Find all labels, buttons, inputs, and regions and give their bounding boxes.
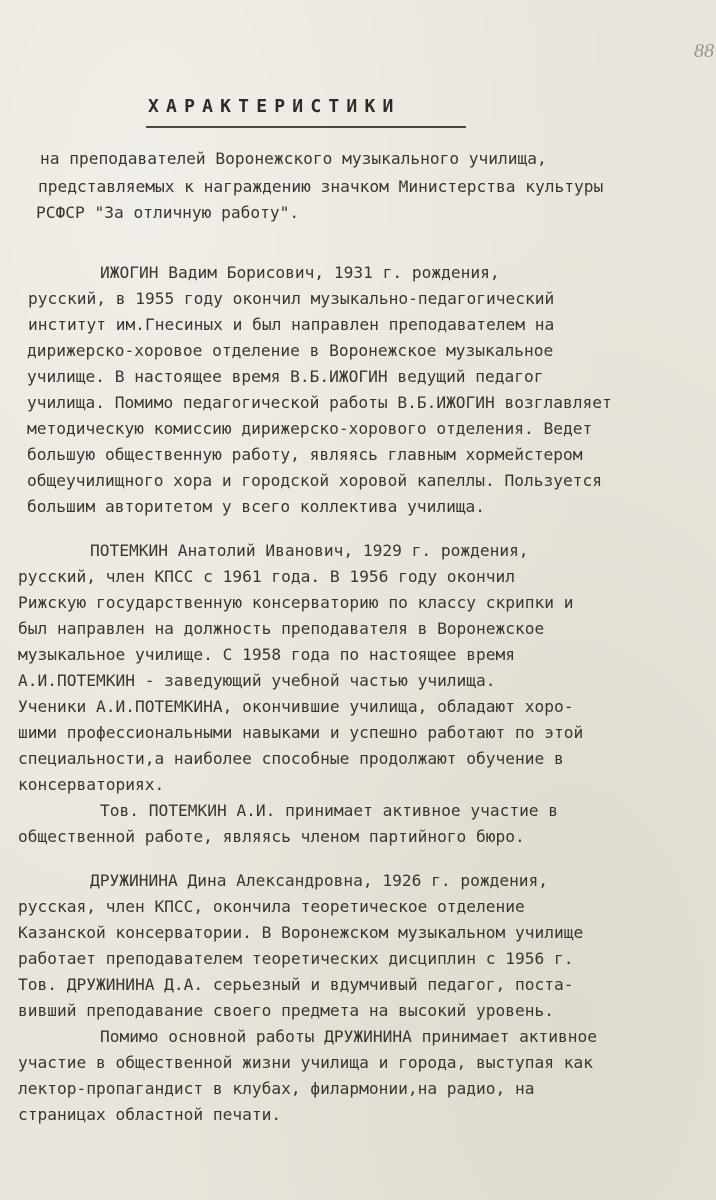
- paragraph-line: А.И.ПОТЕМКИН - заведующий учебной частью училища.: [18, 671, 496, 690]
- paragraph-line: шими профессиональными навыками и успешно работают по этой: [18, 723, 584, 742]
- paragraph-line: консерваториях.: [18, 775, 165, 794]
- title-underline: [146, 126, 466, 128]
- page-number: 88: [694, 40, 714, 62]
- paragraph-line: участие в общественной жизни училища и города, выступая как: [18, 1053, 593, 1072]
- paragraph-line: Ученики А.И.ПОТЕМКИНА, окончившие училища, обладают хоро-: [18, 697, 574, 716]
- paragraph-line: общеучилищного хора и городской хоровой капеллы. Пользуется: [27, 471, 602, 490]
- paragraph-line: Казанской консерватории. В Воронежском музыкальном училище: [18, 923, 584, 942]
- paragraph-line: лектор-пропагандист в клубах, филармонии,на радио, на: [18, 1079, 535, 1098]
- paragraph-line: работает преподавателем теоретических дисциплин с 1956 г.: [18, 949, 574, 968]
- intro-line: на преподавателей Воронежского музыкального училища,: [40, 149, 547, 168]
- paragraph-line: Тов. ПОТЕМКИН А.И. принимает активное участие в: [100, 801, 559, 820]
- paragraph-line: большую общественную работу, являясь главным хормейстером: [27, 445, 583, 464]
- intro-line: РСФСР "За отличную работу".: [36, 203, 300, 222]
- paragraph-line: Рижскую государственную консерваторию по классу скрипки и: [18, 593, 574, 612]
- paragraph-line: вивший преподавание своего предмета на высокий уровень.: [18, 1001, 555, 1020]
- paragraph-line: был направлен на должность преподавателя в Воронежское: [18, 619, 545, 638]
- paragraph-line: русский, в 1955 году окончил музыкально-педагогический: [28, 289, 555, 308]
- paragraph-line: ИЖОГИН Вадим Борисович, 1931 г. рождения,: [100, 263, 500, 282]
- paragraph-line: общественной работе, являясь членом партийного бюро.: [18, 827, 525, 846]
- paragraph-line: музыкальное училище. С 1958 года по настоящее время: [18, 645, 516, 664]
- paragraph-line: дирижерско-хоровое отделение в Воронежское музыкальное: [27, 341, 554, 360]
- paragraph-line: специальности,а наиболее способные продолжают обучение в: [18, 749, 564, 768]
- paragraph-line: училища. Помимо педагогической работы В.Б.ИЖОГИН возглавляет: [27, 393, 612, 412]
- paragraph-line: ПОТЕМКИН Анатолий Иванович, 1929 г. рождения,: [90, 541, 529, 560]
- paragraph-line: институт им.Гнесиных и был направлен преподавателем на: [28, 315, 555, 334]
- paragraph-line: страницах областной печати.: [18, 1105, 282, 1124]
- paragraph-line: большим авторитетом у всего коллектива училища.: [27, 497, 486, 516]
- paragraph-line: русский, член КПСС с 1961 года. В 1956 году окончил: [18, 567, 516, 586]
- paragraph-line: Помимо основной работы ДРУЖИНИНА принимает активное: [100, 1027, 598, 1046]
- intro-line: представляемых к награждению значком Министерства культуры: [38, 177, 604, 196]
- paragraph-line: Тов. ДРУЖИНИНА Д.А. серьезный и вдумчивый педагог, поста-: [18, 975, 574, 994]
- paragraph-line: русская, член КПСС, окончила теоретическое отделение: [18, 897, 525, 916]
- paragraph-line: ДРУЖИНИНА Дина Александровна, 1926 г. рождения,: [90, 871, 549, 890]
- paragraph-line: методическую комиссию дирижерско-хорового отделения. Ведет: [27, 419, 593, 438]
- paragraph-line: училище. В настоящее время В.Б.ИЖОГИН ведущий педагог: [27, 367, 544, 386]
- document-title: ХАРАКТЕРИСТИКИ: [148, 96, 401, 117]
